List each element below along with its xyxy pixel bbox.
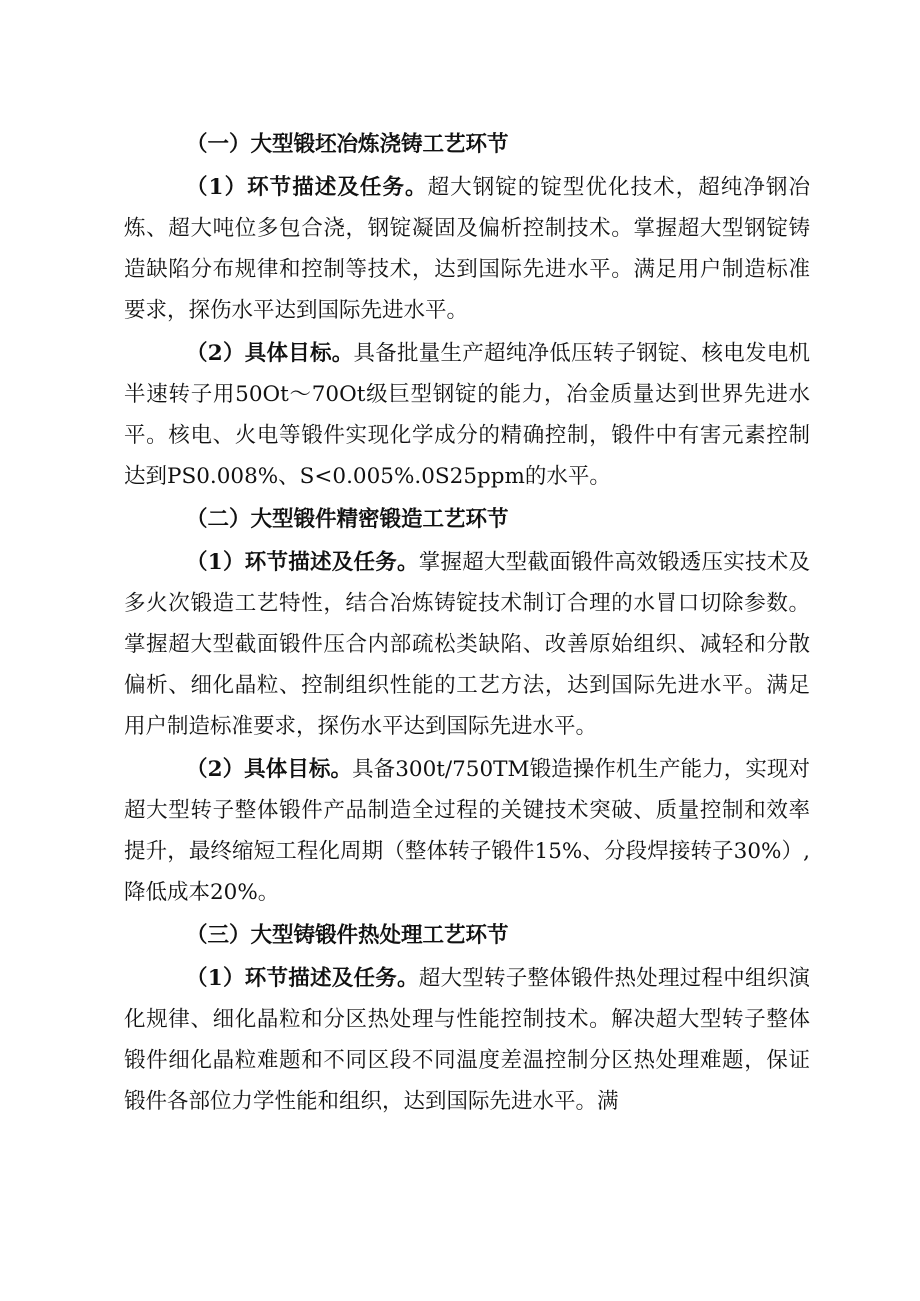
- paragraph-lead: （1）环节描述及任务。: [186, 966, 419, 991]
- paragraph-text: 具备300t/750TM锻造操作机生产能力，实现对超大型转子整体锻件产品制造全过程的关键技术突破、质量控制和效率提升，最终缩短工程化周期（整体转子锻件15%、分段焊接转子30%）,降低成本20%。: [124, 757, 810, 905]
- paragraph-text: 具备批量生产超纯净低压转子钢锭、核电发电机半速转子用50Ot～70Ot级巨型钢锭的能力，冶金质量达到世界先进水平。核电、火电等锻件实现化学成分的精确控制，锻件中有害元素控制达到PS0.008%、S<0.005%.0S25ppm的水平。: [124, 341, 810, 489]
- paragraph-2-2: [124, 749, 810, 913]
- paragraph-3-1: [124, 958, 810, 1122]
- document-body: [124, 124, 810, 1124]
- paragraph-lead: （1）环节描述及任务。: [186, 550, 419, 575]
- section-heading-1: （一）大型锻坯冶炼浇铸工艺环节: [186, 132, 509, 157]
- paragraph-2-1: [124, 542, 810, 747]
- paragraph-1-1: [124, 167, 810, 331]
- paragraph-1-2: [124, 333, 810, 497]
- paragraph-lead: （2）具体目标。: [186, 341, 354, 366]
- paragraph-text: 超大型转子整体锻件热处理过程中组织演化规律、细化晶粒和分区热处理与性能控制技术。解决超大型转子整体锻件细化晶粒难题和不同区段不同温度差温控制分区热处理难题，保证锻件各部位力学性能和组织，达到国际先进水平。满: [124, 966, 810, 1114]
- paragraph-lead: （2）具体目标。: [186, 757, 353, 782]
- paragraph-text: 超大钢锭的锭型优化技术，超纯净钢冶炼、超大吨位多包合浇，钢锭凝固及偏析控制技术。掌握超大型钢锭铸造缺陷分布规律和控制等技术，达到国际先进水平。满足用户制造标准要求，探伤水平达到国际先进水平。: [124, 175, 810, 323]
- paragraph-text: 掌握超大型截面锻件高效锻透压实技术及多火次锻造工艺特性，结合冶炼铸锭技术制订合理的水冒口切除参数。掌握超大型截面锻件压合内部疏松类缺陷、改善原始组织、减轻和分散偏析、细化晶粒、控制组织性能的工艺方法，达到国际先进水平。满足用户制造标准要求，探伤水平达到国际先进水平。: [124, 550, 810, 739]
- section-heading-3: （三）大型铸锻件热处理工艺环节: [186, 923, 509, 948]
- section-heading-2: （二）大型锻件精密锻造工艺环节: [186, 507, 509, 532]
- paragraph-lead: （1）环节描述及任务。: [186, 175, 428, 200]
